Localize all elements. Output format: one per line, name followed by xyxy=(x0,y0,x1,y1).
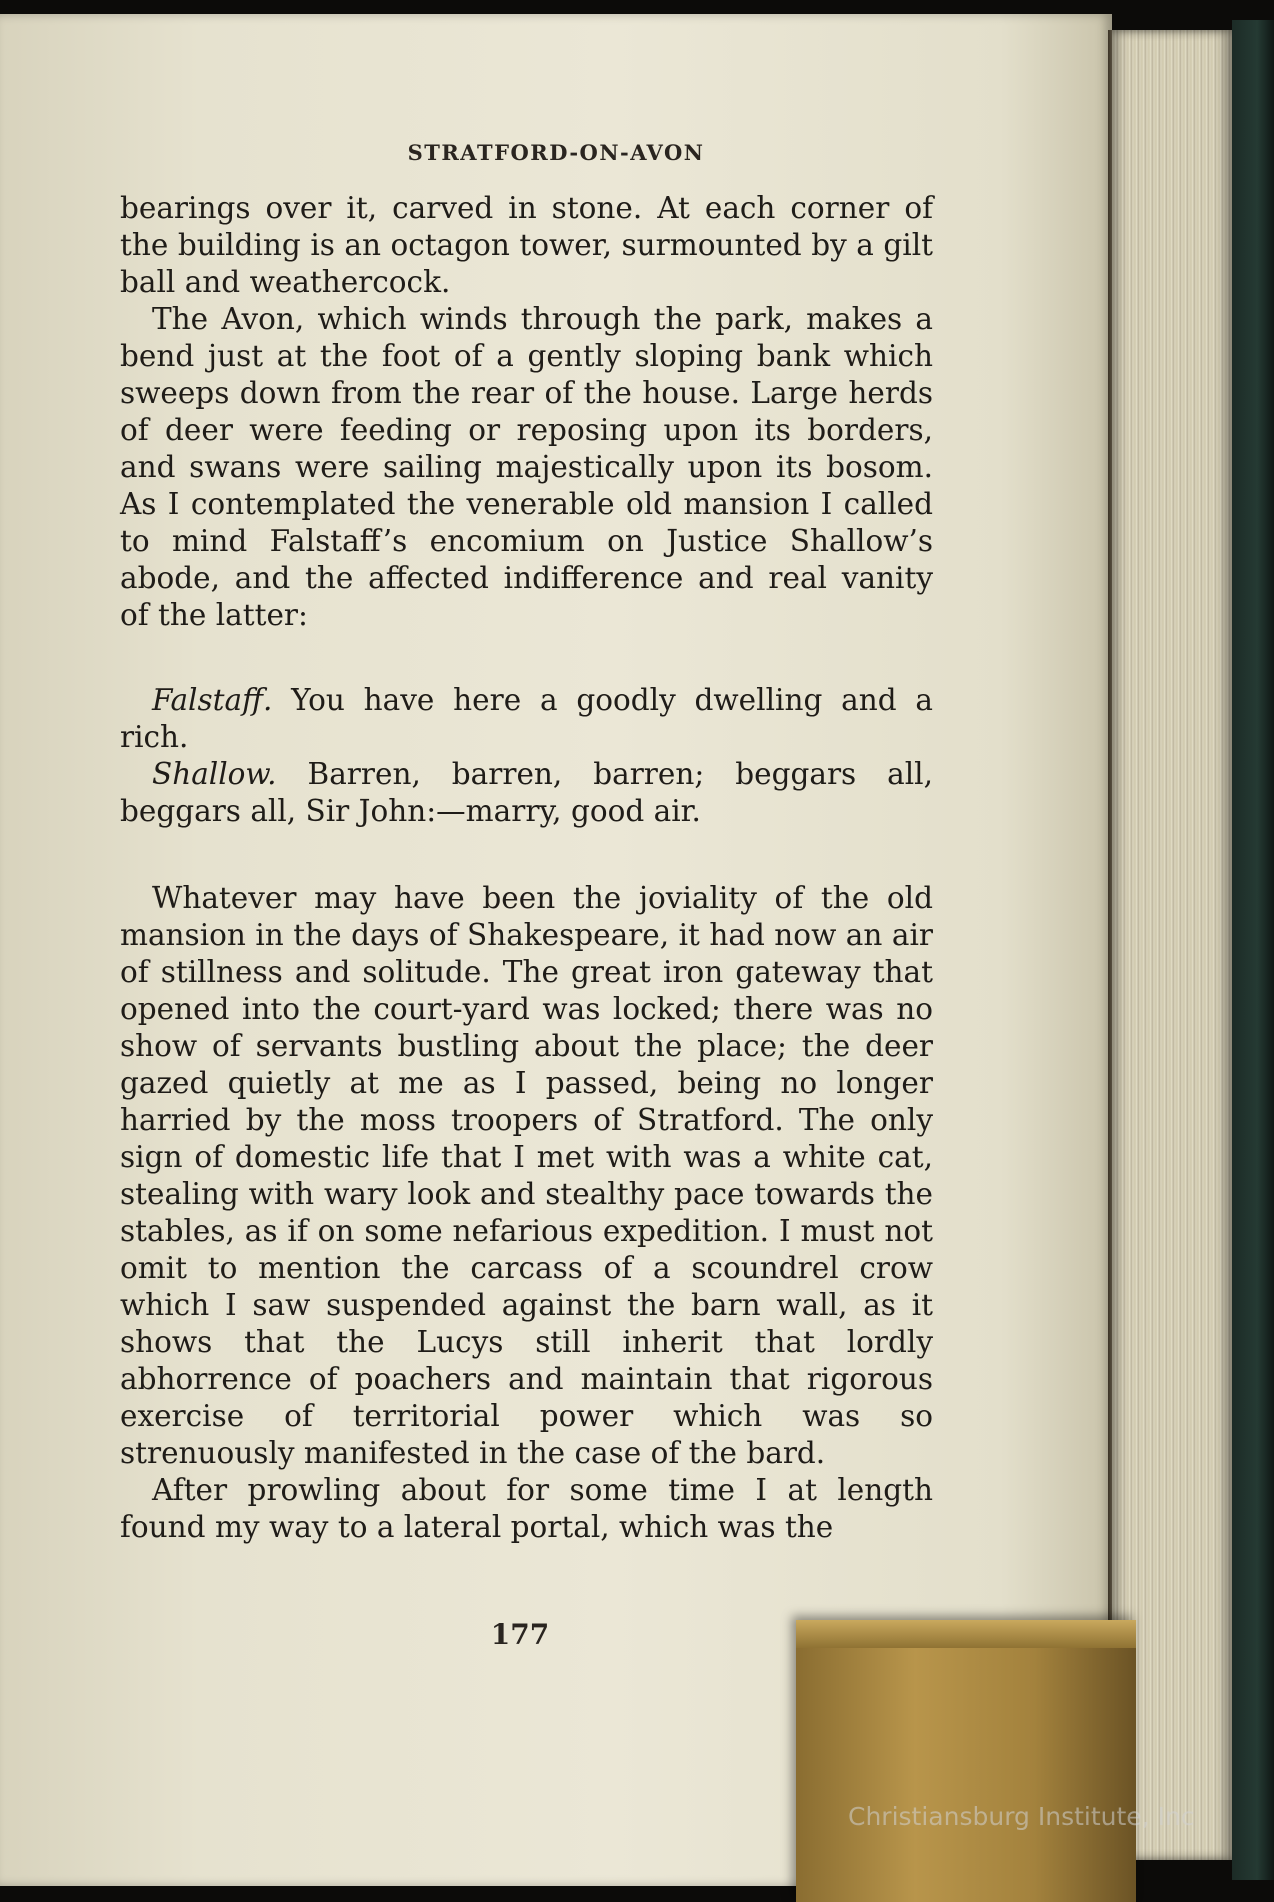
paragraph: The Avon, which winds through the park, makes a bend just at the foot of a gently sloping bank which sweeps down from the rear of the house. Large herds of deer were feeding or reposing upon its borders, and swans were sailing majestically upon its bosom. As I contemplated the venerable old mansion I called to mind Falstaff’s encomium on Justice Shallow’s abode, and the affected indifference and real vanity of the latter: xyxy=(120,302,933,632)
bookmark-top-edge xyxy=(796,1620,1136,1648)
watermark-text: Christiansburg Institute, Inc xyxy=(848,1802,1195,1831)
paragraph: Whatever may have been the joviality of the old mansion in the days of Shakespeare, it had now an air of stillness and solitude. The great iron gateway that opened into the court-yard was locked; there was no show of servants bustling about the place; the deer gazed quietly at me as I passed, being no longer harried by the moss troopers of Stratford. The only sign of domestic life that I met with was a white cat, stealing with wary look and stealthy pace towards the stables, as if on some nefarious expedition. I must not omit to mention the carcass of a scoundrel crow which I saw suspended against the barn wall, as it shows that the Lucys still inherit that lordly abhorrence of poachers and maintain that rigorous exercise of territorial power which was so strenuously manifested in the case of the bard. xyxy=(120,881,933,1470)
paragraph: bearings over it, carved in stone. At each corner of the building is an octagon tower, surmounted by a gilt ball and weathercock. xyxy=(120,191,933,299)
quote-text: Barren, barren, barren; beggars all, beggars all, Sir John:—marry, good air. xyxy=(120,757,933,828)
gold-bookmark xyxy=(796,1620,1136,1902)
quote-line-shallow xyxy=(120,756,933,830)
page-body xyxy=(120,190,933,1546)
page-number: 177 xyxy=(490,1618,550,1651)
quotation xyxy=(120,682,933,830)
running-header: STRATFORD-ON-AVON xyxy=(407,140,705,165)
quote-text: You have here a goodly dwelling and a rich. xyxy=(120,683,933,754)
paragraph: After prowling about for some time I at length found my way to a lateral portal, which was the xyxy=(120,1473,933,1544)
book-cover xyxy=(1232,20,1274,1880)
speaker-name: Falstaff. xyxy=(152,683,273,717)
page-edges xyxy=(1112,30,1232,1860)
speaker-name: Shallow. xyxy=(152,757,277,791)
quote-line-falstaff xyxy=(120,682,933,756)
